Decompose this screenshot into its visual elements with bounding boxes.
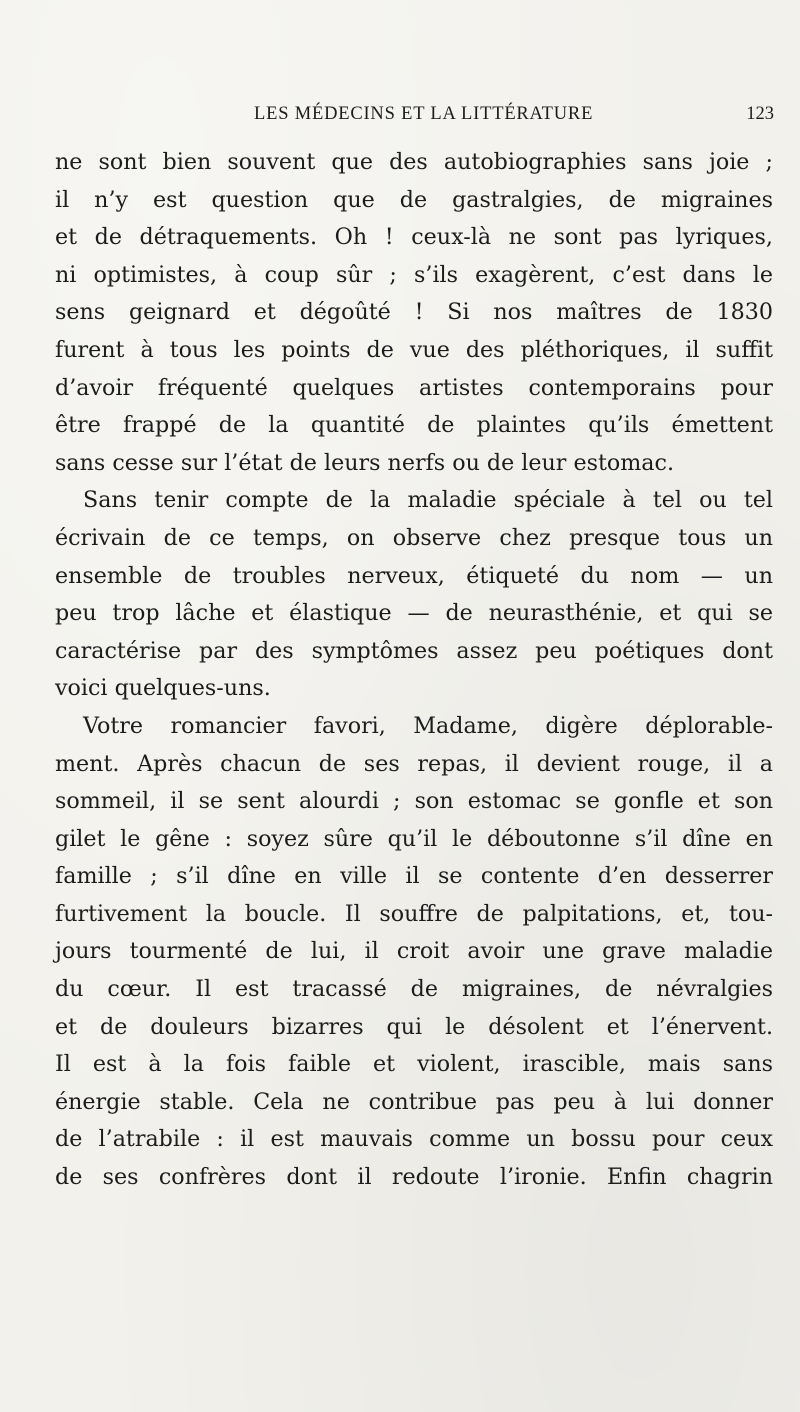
text-line: ensemble de troubles nerveux, étiqueté du nom — un <box>55 562 773 589</box>
text-line: furent à tous les points de vue des pléthoriques, il suffit <box>55 336 773 363</box>
text-line: gilet le gêne : soyez sûre qu’il le déboutonne s’il dîne en <box>55 825 773 852</box>
text-line: sens geignard et dégoûté ! Si nos maîtres de 1830 <box>55 299 773 326</box>
text-line: peu trop lâche et élastique — de neurasthénie, et qui se <box>55 600 773 627</box>
text-line: et de détraquements. Oh ! ceux-là ne sont pas lyriques, <box>55 224 773 251</box>
text-line: d’avoir fréquenté quelques artistes contemporains pour <box>55 374 773 401</box>
text-line: de ses confrères dont il redoute l’ironie. Enfin chagrin <box>55 1164 773 1191</box>
text-line: ne sont bien souvent que des autobiographies sans joie ; <box>55 149 773 175</box>
text-line: être frappé de la quantité de plaintes qu’ils émettent <box>55 412 773 439</box>
text-line: ment. Après chacun de ses repas, il devient rouge, il a <box>55 750 773 777</box>
text-line: voici quelques-uns. <box>55 675 271 702</box>
text-line: furtivement la boucle. Il souffre de palpitations, et, tou- <box>55 900 773 927</box>
text-line: Sans tenir compte de la maladie spéciale à tel ou tel <box>83 487 773 514</box>
text-line: écrivain de ce temps, on observe chez presque tous un <box>55 524 773 551</box>
text-line: et de douleurs bizarres qui le désolent et l’énervent. <box>55 1013 773 1040</box>
running-header <box>254 104 774 132</box>
text-line: du cœur. Il est tracassé de migraines, de névralgies <box>55 976 773 1003</box>
text-line: sans cesse sur l’état de leurs nerfs ou de leur estomac. <box>55 449 675 476</box>
text-line: sommeil, il se sent alourdi ; son estomac se gonfle et son <box>55 788 773 815</box>
body-text <box>55 144 773 1197</box>
text-line: il n’y est question que de gastralgies, de migraines <box>55 186 773 213</box>
text-line: Votre romancier favori, Madame, digère déplorable- <box>83 712 773 739</box>
text-line: famille ; s’il dîne en ville il se contente d’en desserrer <box>55 863 773 890</box>
text-line: énergie stable. Cela ne contribue pas peu à lui donner <box>55 1088 773 1115</box>
page-number: 123 <box>746 104 774 124</box>
text-line: jours tourmenté de lui, il croit avoir une grave maladie <box>55 938 773 965</box>
running-title: LES MÉDECINS ET LA LITTÉRATURE <box>254 104 594 124</box>
text-line: Il est à la fois faible et violent, irascible, mais sans <box>55 1051 773 1078</box>
text-line: de l’atrabile : il est mauvais comme un bossu pour ceux <box>55 1126 773 1153</box>
text-line: caractérise par des symptômes assez peu poétiques dont <box>55 637 773 664</box>
text-line: ni optimistes, à coup sûr ; s’ils exagèrent, c’est dans le <box>55 261 773 288</box>
